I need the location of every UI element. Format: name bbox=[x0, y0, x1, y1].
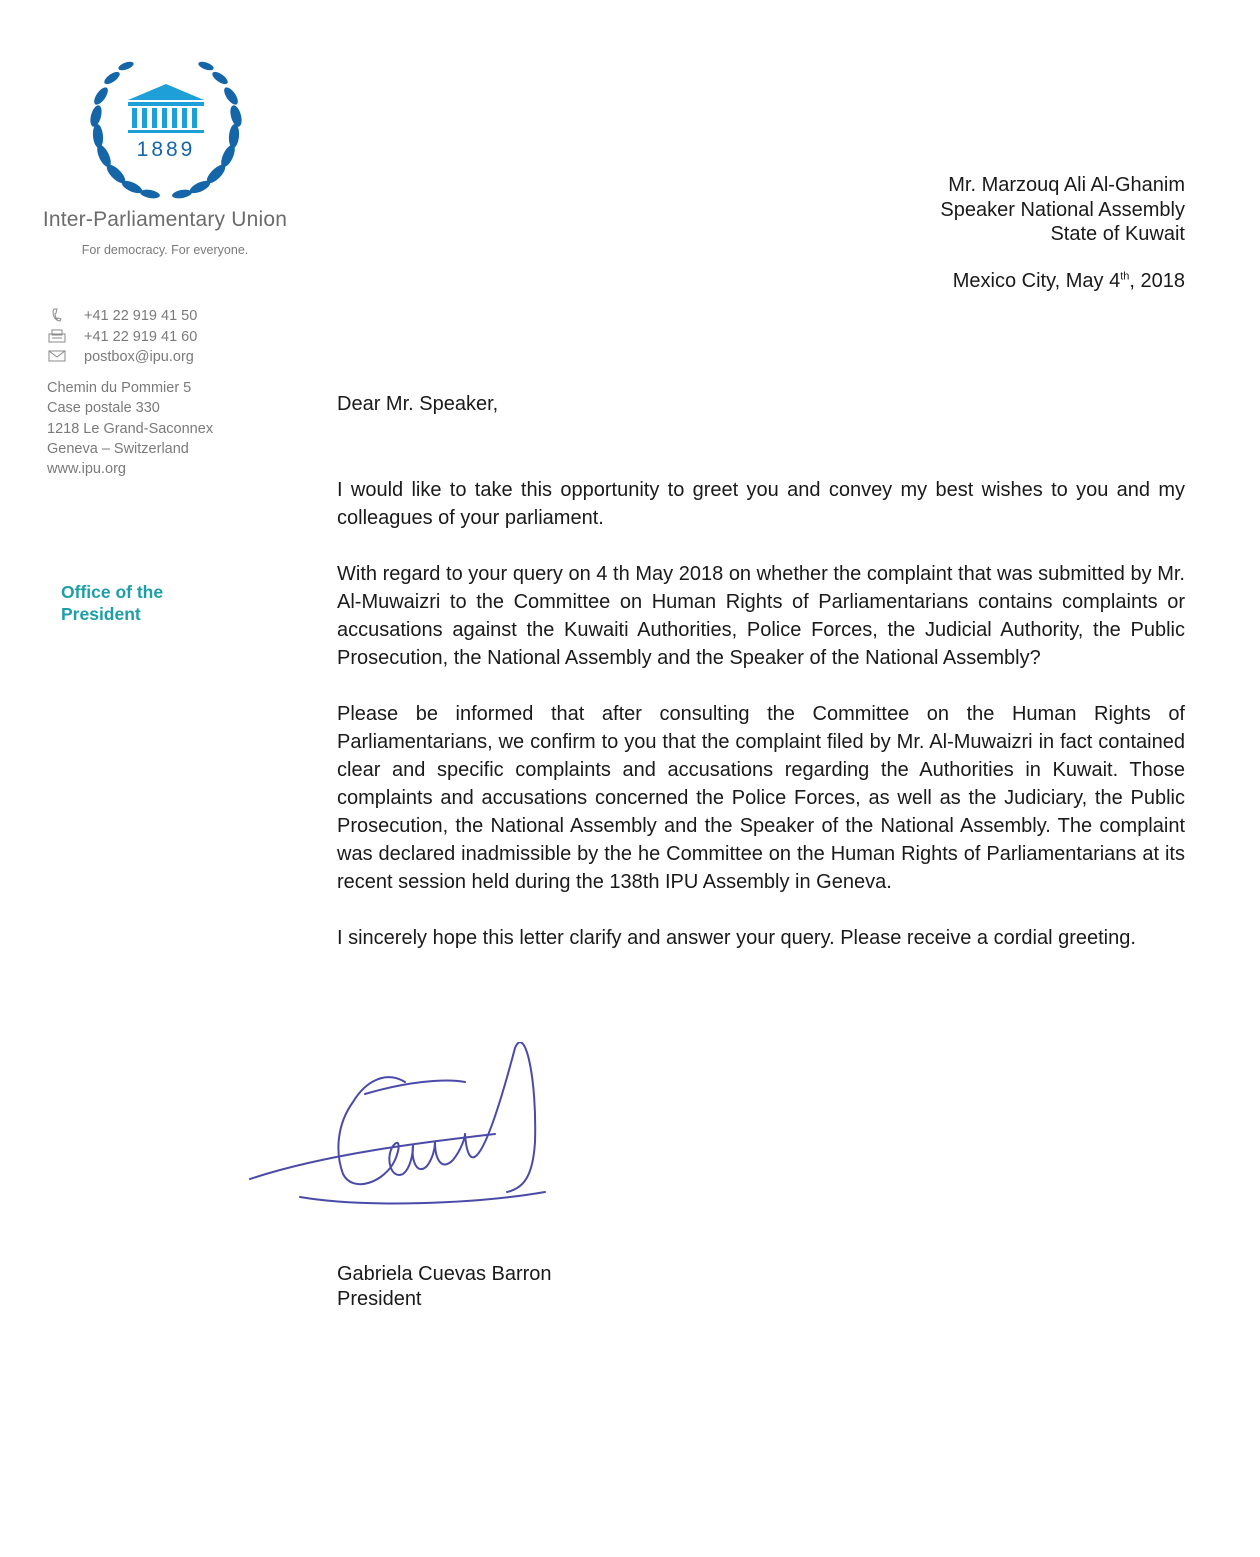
signer-title: President bbox=[337, 1287, 422, 1310]
recipient-title: Speaker National Assembly bbox=[940, 198, 1185, 221]
contact-fax-text: +41 22 919 41 60 bbox=[84, 328, 198, 345]
ipu-logo bbox=[86, 56, 246, 206]
body-paragraph: With regard to your query on 4 th May 2018 on whether the complaint that was submitted by Mr. Al-Muwaizri to the Committee on Human Rights of Parliamentarians contains complaints or accusations against the Kuwaiti Authorities, Police Forces, the Judicial Authority, the Public Prosecution, the National Assembly and the Speaker of the National Assembly? bbox=[337, 563, 1185, 669]
laurel-left bbox=[88, 60, 160, 200]
phone-icon bbox=[48, 308, 66, 322]
temple-icon bbox=[128, 84, 204, 133]
office-label-line: Office of the bbox=[61, 582, 164, 602]
logo-year: 1889 bbox=[136, 138, 196, 161]
postal-address bbox=[47, 378, 213, 479]
date-ordinal: th bbox=[1120, 270, 1130, 283]
laurel-right bbox=[171, 60, 243, 200]
recipient-block bbox=[940, 173, 1185, 247]
contact-block bbox=[48, 306, 197, 368]
date-suffix: , 2018 bbox=[1129, 270, 1185, 292]
address-line: Case postale 330 bbox=[47, 400, 160, 417]
address-line: Chemin du Pommier 5 bbox=[47, 380, 192, 396]
recipient-country: State of Kuwait bbox=[1050, 223, 1185, 245]
handwritten-signature bbox=[245, 1042, 555, 1212]
letter-body bbox=[337, 476, 1185, 980]
salutation: Dear Mr. Speaker, bbox=[337, 393, 499, 415]
date-prefix: Mexico City, May 4 bbox=[952, 270, 1121, 292]
office-label-line: President bbox=[61, 603, 141, 624]
org-name: Inter-Parliamentary Union bbox=[42, 208, 288, 231]
recipient-name: Mr. Marzouq Ali Al-Ghanim bbox=[948, 174, 1185, 196]
signer-block bbox=[337, 1262, 552, 1311]
contact-email bbox=[48, 347, 197, 368]
contact-phone bbox=[48, 306, 197, 327]
office-label bbox=[61, 582, 163, 625]
body-paragraph: I would like to take this opportunity to greet you and convey my best wishes to you and my colleagues of your parliament. bbox=[337, 479, 1185, 529]
body-paragraph: I sincerely hope this letter clarify and answer your query. Please receive a cordial greeting. bbox=[337, 927, 1136, 949]
letter-date bbox=[953, 270, 1185, 293]
envelope-icon bbox=[48, 349, 66, 363]
fax-icon bbox=[48, 329, 66, 343]
body-paragraph: Please be informed that after consulting the Committee on the Human Rights of Parliamentarians, we confirm to you that the complaint filed by Mr. Al-Muwaizri in fact contained clear and specific complaints and accusations regarding the Authorities in Kuwait. Those complaints and accusations concerned the Police Forces, as well as the Judiciary, the Public Prosecution, the National Assembly and the Speaker of the National Assembly. The complaint was declared inadmissible by the he Committee on the Human Rights of Parliamentarians at its recent session held during the 138th IPU Assembly in Geneva. bbox=[337, 703, 1185, 893]
contact-phone-text: +41 22 919 41 50 bbox=[84, 308, 198, 324]
address-line: 1218 Le Grand-Saconnex bbox=[47, 420, 214, 437]
org-tagline: For democracy. For everyone. bbox=[81, 243, 249, 257]
contact-email-text[interactable]: postbox@ipu.org bbox=[84, 349, 194, 365]
contact-fax bbox=[48, 327, 197, 348]
website-link[interactable]: www.ipu.org bbox=[47, 461, 126, 478]
signer-name: Gabriela Cuevas Barron bbox=[337, 1263, 552, 1285]
address-line: Geneva – Switzerland bbox=[47, 440, 189, 457]
